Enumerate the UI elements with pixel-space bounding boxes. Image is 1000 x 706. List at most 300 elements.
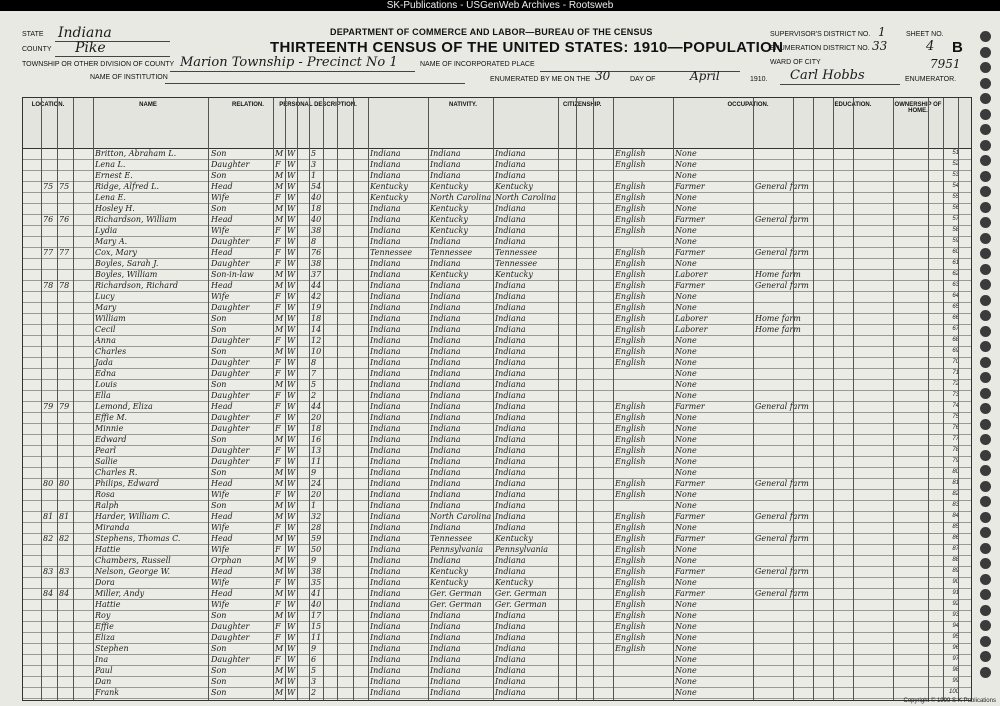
- binder-hole: [980, 388, 991, 399]
- cell-lang: English: [615, 270, 646, 279]
- column-divider: [943, 98, 944, 700]
- line-number: 59: [952, 238, 959, 244]
- cell-occ: Laborer: [675, 325, 708, 334]
- cell-age: 40: [311, 215, 322, 224]
- cell-place: Indiana: [370, 523, 401, 532]
- cell-fam: 78: [59, 281, 70, 290]
- supervisor-value: 1: [878, 25, 886, 39]
- column-divider: [813, 98, 814, 700]
- cell-age: 2: [311, 688, 317, 697]
- table-row: [23, 512, 971, 521]
- cell-name: Dan: [95, 677, 112, 686]
- cell-mother: Tennessee: [495, 248, 538, 257]
- cell-mother: Pennsylvania: [495, 545, 549, 554]
- cell-mother: Indiana: [495, 391, 526, 400]
- cell-name: Mary A.: [95, 237, 128, 246]
- cell-sex: F: [275, 358, 281, 367]
- state-value: Indiana: [58, 25, 112, 41]
- cell-place: Indiana: [370, 578, 401, 587]
- cell-rel: Daughter: [211, 259, 250, 268]
- cell-age: 38: [311, 226, 322, 235]
- cell-father: Indiana: [430, 523, 461, 532]
- cell-father: Indiana: [430, 677, 461, 686]
- cell-name: Rosa: [95, 490, 115, 499]
- table-row: [23, 160, 971, 169]
- cell-rel: Wife: [211, 292, 230, 301]
- cell-name: Effie M.: [95, 413, 128, 422]
- cell-race: W: [287, 314, 296, 323]
- column-divider: [428, 98, 429, 700]
- cell-ind: General farm: [755, 215, 809, 224]
- cell-occ: Farmer: [675, 215, 705, 224]
- cell-ind: Home farm: [755, 314, 801, 323]
- cell-occ: None: [675, 633, 697, 642]
- cell-rel: Son: [211, 688, 227, 697]
- table-row: [23, 435, 971, 444]
- table-row: [23, 688, 971, 697]
- cell-place: Indiana: [370, 204, 401, 213]
- cell-race: W: [287, 160, 296, 169]
- cell-race: W: [287, 369, 296, 378]
- cell-mother: Indiana: [495, 358, 526, 367]
- column-divider: [893, 98, 894, 700]
- line-number: 99: [952, 678, 959, 684]
- cell-rel: Head: [211, 182, 233, 191]
- column-divider: [593, 98, 594, 700]
- table-row: [23, 171, 971, 180]
- cell-occ: None: [675, 622, 697, 631]
- cell-father: Indiana: [430, 468, 461, 477]
- cell-name: Nelson, George W.: [95, 567, 170, 576]
- cell-place: Indiana: [370, 644, 401, 653]
- column-divider: [368, 98, 369, 700]
- cell-occ: None: [675, 380, 697, 389]
- table-row: [23, 446, 971, 455]
- cell-sex: F: [275, 523, 281, 532]
- cell-age: 7: [311, 369, 317, 378]
- cell-father: Indiana: [430, 358, 461, 367]
- cell-sex: F: [275, 226, 281, 235]
- cell-father: Pennsylvania: [430, 545, 484, 554]
- binder-hole: [980, 233, 991, 244]
- cell-sex: M: [275, 666, 284, 675]
- table-row: [23, 237, 971, 246]
- cell-mother: Indiana: [495, 237, 526, 246]
- cell-mother: North Carolina: [495, 193, 557, 202]
- cell-lang: English: [615, 303, 646, 312]
- line-number: 60: [952, 249, 959, 255]
- cell-occ: None: [675, 655, 697, 664]
- cell-occ: None: [675, 358, 697, 367]
- cell-sex: M: [275, 204, 284, 213]
- cell-age: 13: [311, 446, 322, 455]
- cell-fam: 82: [59, 534, 70, 543]
- cell-place: Indiana: [370, 270, 401, 279]
- state-label: STATE: [22, 31, 44, 38]
- cell-fam: 79: [59, 402, 70, 411]
- column-divider: [673, 98, 674, 700]
- cell-occ: None: [675, 600, 697, 609]
- cell-age: 19: [311, 303, 322, 312]
- column-divider: [353, 98, 354, 700]
- cell-place: Indiana: [370, 534, 401, 543]
- enumerator-label: ENUMERATOR.: [905, 76, 957, 83]
- section-nativity: NATIVITY.: [449, 102, 477, 108]
- cell-sex: F: [275, 259, 281, 268]
- table-row: [23, 303, 971, 312]
- table-row: [23, 523, 971, 532]
- line-number: 82: [952, 491, 959, 497]
- cell-race: W: [287, 325, 296, 334]
- cell-mother: Indiana: [495, 490, 526, 499]
- cell-rel: Daughter: [211, 446, 250, 455]
- cell-sex: F: [275, 369, 281, 378]
- cell-lang: English: [615, 336, 646, 345]
- cell-father: Indiana: [430, 435, 461, 444]
- cell-rel: Son: [211, 149, 227, 158]
- binder-hole: [980, 341, 991, 352]
- binder-hole: [980, 434, 991, 445]
- cell-dw: 82: [43, 534, 54, 543]
- table-row: [23, 193, 971, 202]
- cell-place: Indiana: [370, 259, 401, 268]
- cell-name: Ridge, Alfred L.: [95, 182, 160, 191]
- section-education: EDUCATION.: [834, 102, 872, 108]
- table-row: [23, 270, 971, 279]
- cell-fam: 75: [59, 182, 70, 191]
- cell-place: Kentucky: [370, 193, 408, 202]
- cell-occ: None: [675, 336, 697, 345]
- line-number: 66: [952, 315, 959, 321]
- enum-district-value: 33: [872, 39, 888, 53]
- cell-father: Indiana: [430, 314, 461, 323]
- cell-father: Indiana: [430, 611, 461, 620]
- cell-mother: Indiana: [495, 677, 526, 686]
- cell-name: Sallie: [95, 457, 118, 466]
- cell-name: Cox, Mary: [95, 248, 137, 257]
- line-number: 71: [952, 370, 959, 376]
- cell-race: W: [287, 655, 296, 664]
- cell-race: W: [287, 589, 296, 598]
- cell-mother: Indiana: [495, 457, 526, 466]
- cell-rel: Son: [211, 314, 227, 323]
- cell-father: Indiana: [430, 490, 461, 499]
- cell-occ: Farmer: [675, 402, 705, 411]
- cell-sex: M: [275, 380, 284, 389]
- cell-occ: None: [675, 303, 697, 312]
- table-row: [23, 622, 971, 631]
- cell-lang: English: [615, 545, 646, 554]
- cell-lang: English: [615, 644, 646, 653]
- cell-name: Effie: [95, 622, 114, 631]
- table-row: [23, 677, 971, 686]
- cell-father: Kentucky: [430, 204, 468, 213]
- cell-race: W: [287, 336, 296, 345]
- cell-place: Indiana: [370, 336, 401, 345]
- cell-sex: M: [275, 512, 284, 521]
- county-label: COUNTY: [22, 46, 52, 53]
- cell-father: Indiana: [430, 149, 461, 158]
- cell-race: W: [287, 171, 296, 180]
- cell-mother: Tennessee: [495, 259, 538, 268]
- binder-hole: [980, 124, 991, 135]
- cell-rel: Wife: [211, 490, 230, 499]
- cell-rel: Daughter: [211, 303, 250, 312]
- source-banner: SK-Publications - USGenWeb Archives - Rootsweb: [0, 0, 1000, 11]
- cell-occ: None: [675, 292, 697, 301]
- sheet-letter: B: [952, 39, 963, 56]
- cell-father: Indiana: [430, 160, 461, 169]
- cell-age: 9: [311, 468, 317, 477]
- cell-rel: Wife: [211, 578, 230, 587]
- cell-lang: English: [615, 633, 646, 642]
- cell-place: Indiana: [370, 490, 401, 499]
- line-number: 62: [952, 271, 959, 277]
- line-number: 65: [952, 304, 959, 310]
- institution-label: NAME OF INSTITUTION: [90, 74, 168, 81]
- ward-label: WARD OF CITY: [770, 59, 821, 66]
- cell-rel: Daughter: [211, 237, 250, 246]
- line-number: 78: [952, 447, 959, 453]
- cell-mother: Indiana: [495, 402, 526, 411]
- cell-race: W: [287, 303, 296, 312]
- cell-father: Indiana: [430, 413, 461, 422]
- cell-age: 8: [311, 358, 317, 367]
- binder-hole: [980, 558, 991, 569]
- table-row: [23, 567, 971, 576]
- cell-father: North Carolina: [430, 512, 492, 521]
- cell-place: Indiana: [370, 567, 401, 576]
- cell-father: Kentucky: [430, 567, 468, 576]
- line-number: 52: [952, 161, 959, 167]
- binder-hole: [980, 279, 991, 290]
- cell-sex: F: [275, 248, 281, 257]
- cell-race: W: [287, 479, 296, 488]
- cell-sex: F: [275, 336, 281, 345]
- cell-lang: English: [615, 325, 646, 334]
- cell-occ: None: [675, 171, 697, 180]
- table-row: [23, 534, 971, 543]
- cell-age: 18: [311, 424, 322, 433]
- cell-race: W: [287, 347, 296, 356]
- cell-sex: M: [275, 688, 284, 697]
- cell-dw: 83: [43, 567, 54, 576]
- cell-sex: F: [275, 391, 281, 400]
- cell-lang: English: [615, 567, 646, 576]
- line-number: 67: [952, 326, 959, 332]
- cell-place: Indiana: [370, 545, 401, 554]
- cell-occ: Farmer: [675, 248, 705, 257]
- cell-age: 54: [311, 182, 322, 191]
- cell-dw: 76: [43, 215, 54, 224]
- cell-lang: English: [615, 589, 646, 598]
- cell-sex: M: [275, 182, 284, 191]
- cell-lang: English: [615, 424, 646, 433]
- cell-lang: English: [615, 523, 646, 532]
- binder-hole: [980, 512, 991, 523]
- cell-occ: Farmer: [675, 479, 705, 488]
- cell-rel: Son: [211, 501, 227, 510]
- cell-name: Pearl: [95, 446, 116, 455]
- binder-hole: [980, 372, 991, 383]
- cell-father: Ger. German: [430, 589, 482, 598]
- cell-rel: Head: [211, 589, 233, 598]
- column-divider: [753, 98, 754, 700]
- table-row: [23, 556, 971, 565]
- cell-name: Britton, Abraham L.: [95, 149, 177, 158]
- cell-occ: None: [675, 644, 697, 653]
- cell-race: W: [287, 688, 296, 697]
- cell-occ: Farmer: [675, 512, 705, 521]
- cell-place: Indiana: [370, 600, 401, 609]
- cell-father: North Carolina: [430, 193, 492, 202]
- binder-hole: [980, 62, 991, 73]
- cell-race: W: [287, 226, 296, 235]
- cell-name: Louis: [95, 380, 117, 389]
- cell-occ: None: [675, 556, 697, 565]
- binder-hole: [980, 93, 991, 104]
- cell-race: W: [287, 567, 296, 576]
- cell-mother: Indiana: [495, 611, 526, 620]
- column-divider: [57, 98, 58, 700]
- column-divider: [297, 98, 298, 700]
- cell-sex: M: [275, 270, 284, 279]
- line-number: 74: [952, 403, 959, 409]
- table-row: [23, 468, 971, 477]
- cell-sex: M: [275, 171, 284, 180]
- cell-lang: English: [615, 457, 646, 466]
- cell-race: W: [287, 292, 296, 301]
- cell-name: Anna: [95, 336, 116, 345]
- column-divider: [833, 98, 834, 700]
- cell-rel: Daughter: [211, 391, 250, 400]
- binder-hole: [980, 636, 991, 647]
- cell-rel: Daughter: [211, 424, 250, 433]
- enumerator-name: Carl Hobbs: [790, 68, 865, 83]
- cell-race: W: [287, 523, 296, 532]
- cell-mother: Indiana: [495, 424, 526, 433]
- cell-occ: None: [675, 468, 697, 477]
- section-occupation: OCCUPATION.: [727, 102, 769, 108]
- cell-name: Mary: [95, 303, 117, 312]
- section-location: LOCATION.: [31, 102, 65, 108]
- binder-hole: [980, 450, 991, 461]
- table-row: [23, 182, 971, 191]
- table-row: [23, 479, 971, 488]
- table-row: [23, 611, 971, 620]
- table-row: [23, 666, 971, 675]
- cell-dw: 79: [43, 402, 54, 411]
- binder-hole: [980, 140, 991, 151]
- table-row: [23, 644, 971, 653]
- column-headers: [23, 98, 971, 149]
- cell-age: 10: [311, 347, 322, 356]
- cell-rel: Orphan: [211, 556, 242, 565]
- cell-occ: None: [675, 666, 697, 675]
- cell-mother: Indiana: [495, 622, 526, 631]
- column-divider: [208, 98, 209, 700]
- cell-name: Lemond, Eliza: [95, 402, 153, 411]
- cell-rel: Wife: [211, 545, 230, 554]
- cell-race: W: [287, 556, 296, 565]
- cell-name: Harder, William C.: [95, 512, 171, 521]
- cell-lang: English: [615, 600, 646, 609]
- cell-name: Hosley H.: [95, 204, 135, 213]
- cell-name: Richardson, William: [95, 215, 177, 224]
- binder-hole: [980, 543, 991, 554]
- cell-race: W: [287, 600, 296, 609]
- supervisor-label: SUPERVISOR'S DISTRICT NO.: [770, 31, 871, 38]
- cell-age: 3: [311, 160, 317, 169]
- stamp-number: 7951: [930, 57, 961, 71]
- cell-father: Indiana: [430, 622, 461, 631]
- incorporated-label: NAME OF INCORPORATED PLACE: [420, 61, 535, 68]
- cell-rel: Son: [211, 666, 227, 675]
- binder-hole: [980, 155, 991, 166]
- cell-age: 6: [311, 655, 317, 664]
- cell-sex: F: [275, 490, 281, 499]
- department-heading: DEPARTMENT OF COMMERCE AND LABOR—BUREAU OF THE CENSUS: [330, 27, 653, 37]
- cell-rel: Daughter: [211, 336, 250, 345]
- binder-hole: [980, 171, 991, 182]
- table-row: [23, 578, 971, 587]
- cell-dw: 81: [43, 512, 54, 521]
- cell-occ: None: [675, 578, 697, 587]
- table-row: [23, 358, 971, 367]
- cell-occ: None: [675, 545, 697, 554]
- cell-lang: English: [615, 314, 646, 323]
- cell-rel: Son: [211, 435, 227, 444]
- cell-age: 38: [311, 567, 322, 576]
- table-row: [23, 204, 971, 213]
- cell-age: 59: [311, 534, 322, 543]
- binder-hole: [980, 47, 991, 58]
- cell-place: Kentucky: [370, 182, 408, 191]
- cell-occ: Farmer: [675, 567, 705, 576]
- cell-age: 44: [311, 281, 322, 290]
- binder-hole: [980, 295, 991, 306]
- cell-race: W: [287, 611, 296, 620]
- cell-race: W: [287, 193, 296, 202]
- cell-sex: F: [275, 600, 281, 609]
- cell-name: Edna: [95, 369, 116, 378]
- table-row: [23, 380, 971, 389]
- cell-name: Lena L.: [95, 160, 126, 169]
- cell-race: W: [287, 259, 296, 268]
- line-number: 57: [952, 216, 959, 222]
- cell-race: W: [287, 248, 296, 257]
- cell-father: Indiana: [430, 347, 461, 356]
- cell-mother: Indiana: [495, 336, 526, 345]
- cell-father: Tennessee: [430, 534, 473, 543]
- line-number: 84: [952, 513, 959, 519]
- cell-age: 18: [311, 204, 322, 213]
- cell-age: 18: [311, 314, 322, 323]
- cell-place: Indiana: [370, 666, 401, 675]
- cell-ind: General farm: [755, 402, 809, 411]
- binder-hole: [980, 403, 991, 414]
- cell-occ: None: [675, 435, 697, 444]
- cell-age: 8: [311, 237, 317, 246]
- cell-mother: Kentucky: [495, 270, 533, 279]
- cell-race: W: [287, 380, 296, 389]
- cell-name: Hattie: [95, 600, 121, 609]
- cell-occ: None: [675, 149, 697, 158]
- cell-sex: M: [275, 534, 284, 543]
- cell-occ: Farmer: [675, 182, 705, 191]
- binder-hole: [980, 651, 991, 662]
- table-row: [23, 391, 971, 400]
